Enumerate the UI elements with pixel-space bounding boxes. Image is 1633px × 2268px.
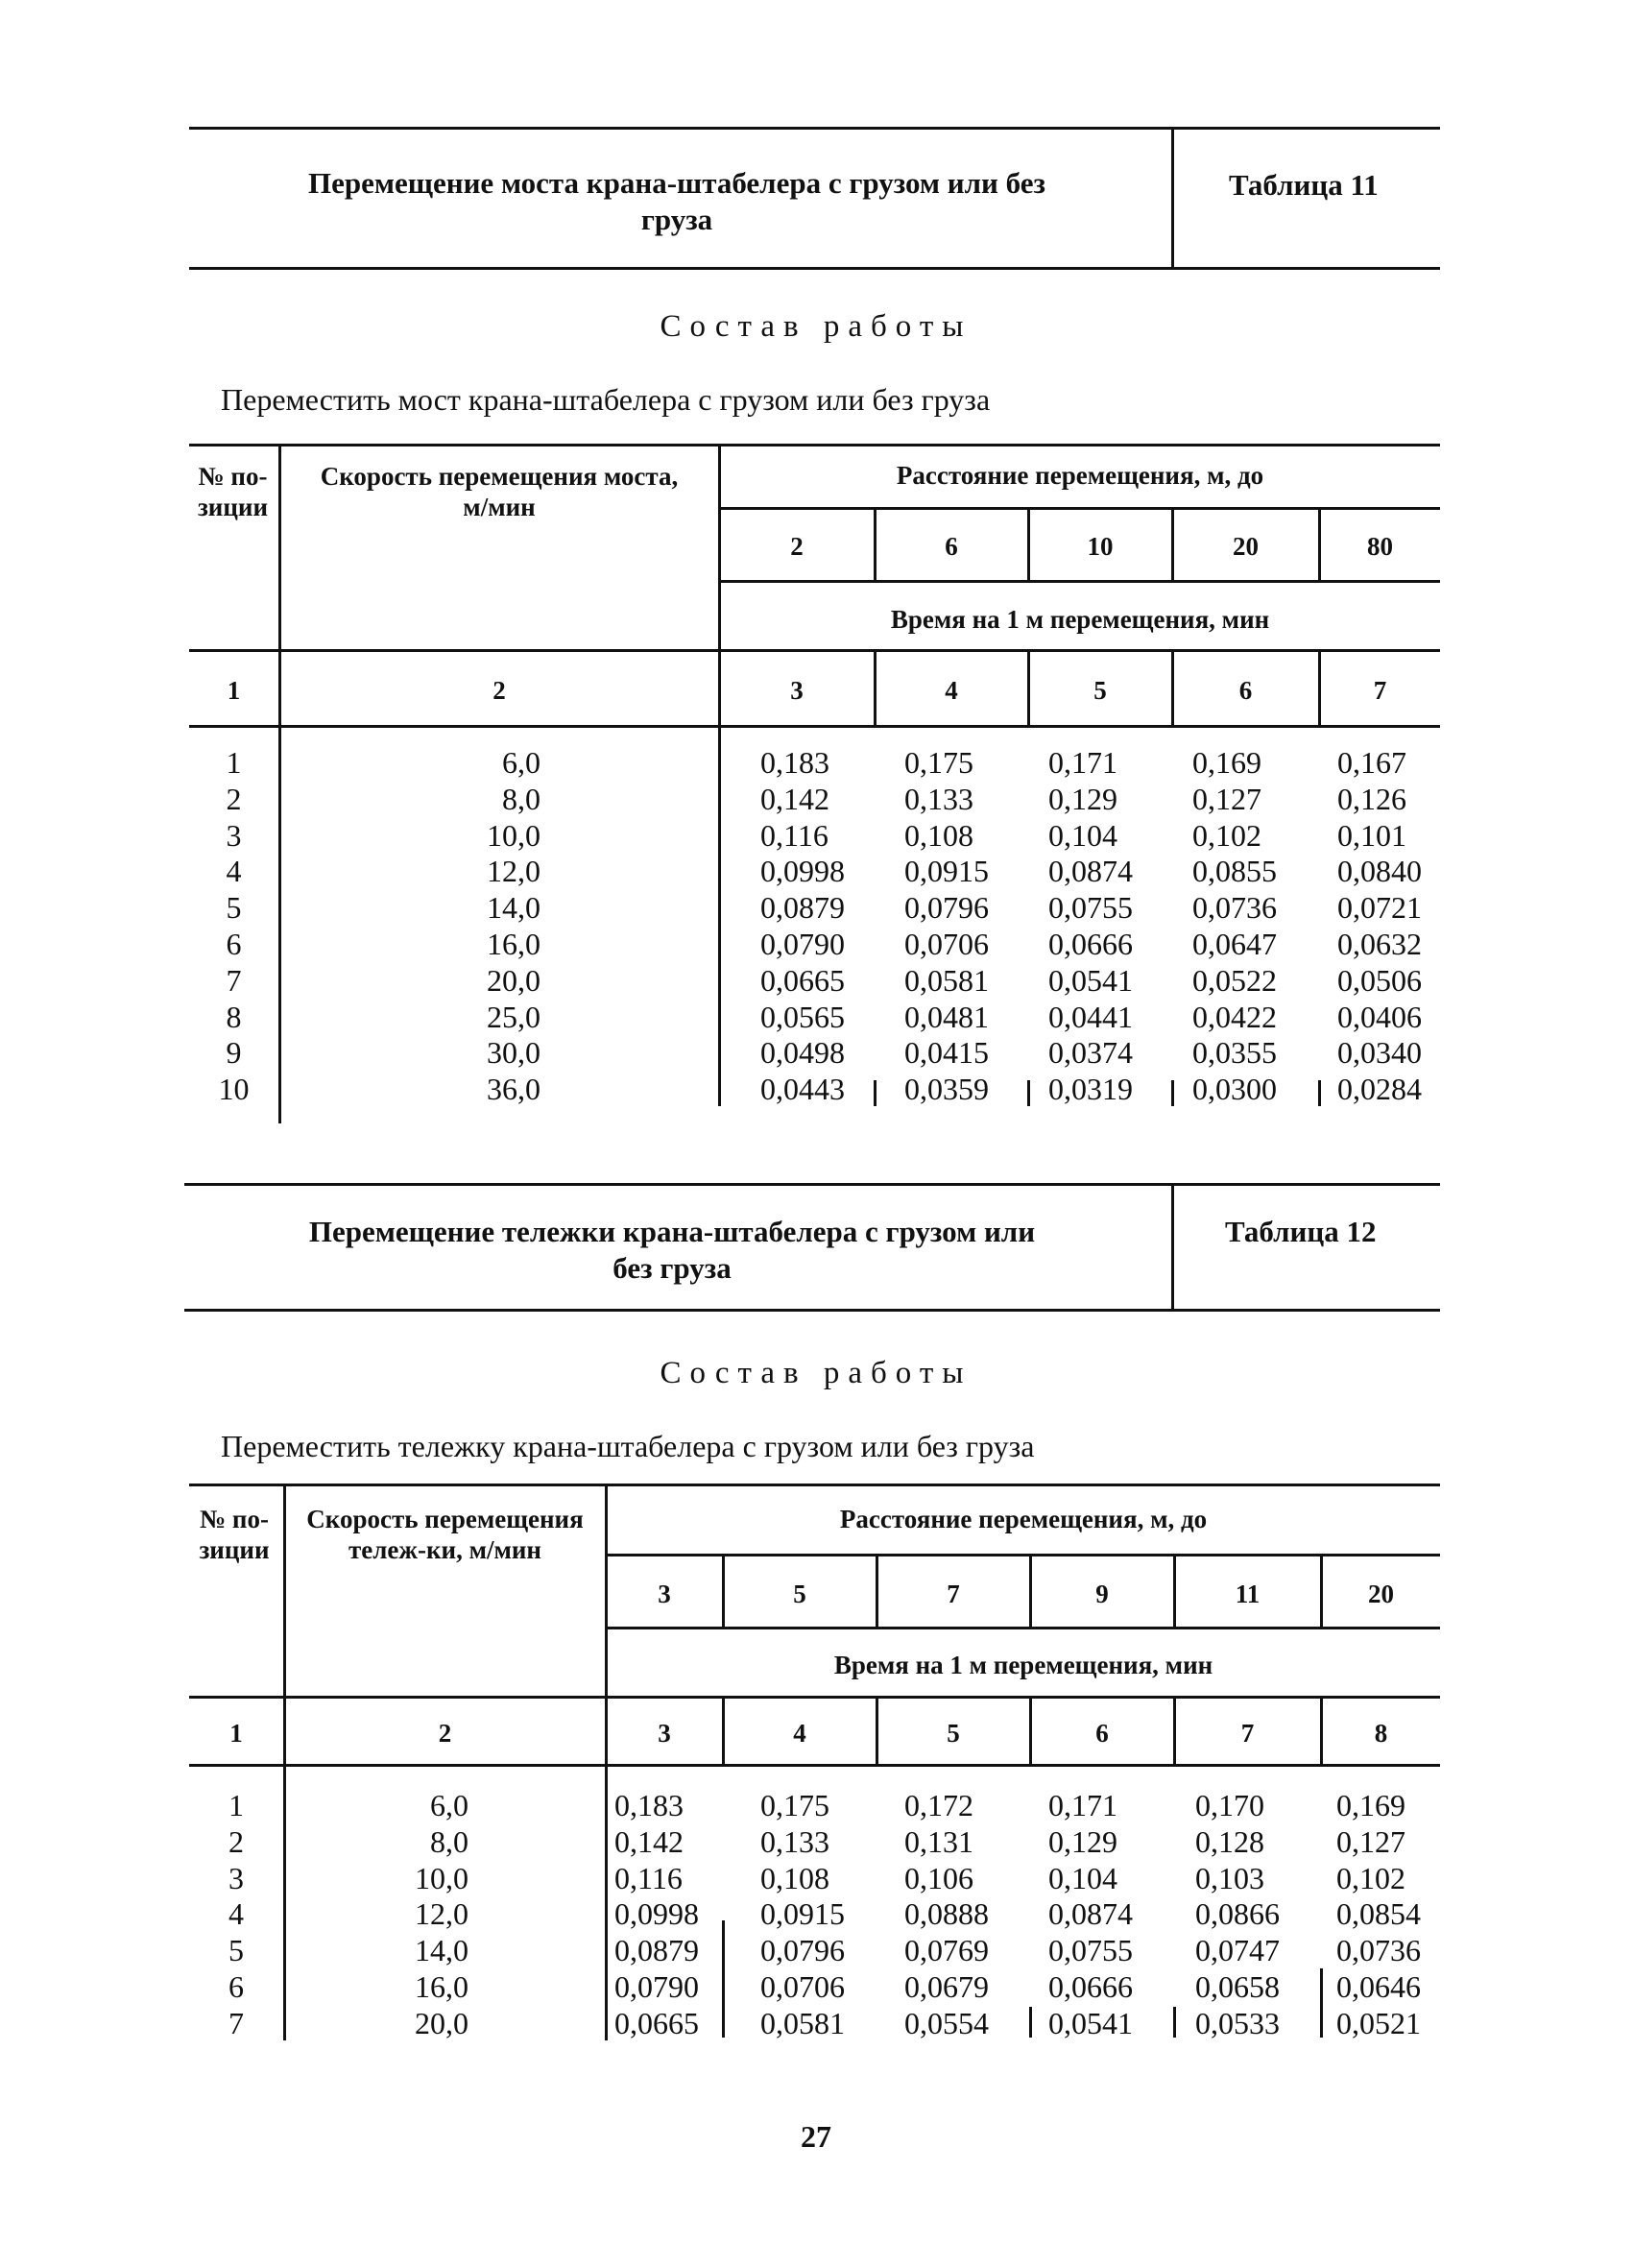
table11-distance-header: Расстояние перемещения, м, до [896,461,1264,490]
table11-distance: 6 [945,532,958,561]
table11-distance: 10 [1087,532,1114,561]
table12-column-number: 2 [438,1719,452,1748]
table12-title: Перемещение тележки крана-штабелера с грузом или без груза [308,1215,1036,1285]
table11-col-v2: 0,171 0,129 0,104 0,0874 0,0755 0,0666 0,0541 0,0441 0,0374 0,0319 [1048,745,1133,1107]
table11-col-pos: 1 2 3 4 5 6 7 8 9 10 [218,745,250,1107]
table12-col-pos-header: № по-зиции [199,1505,270,1564]
table11-section-heading: Состав работы [660,309,973,344]
table12-distance-header: Расстояние перемещения, м, до [839,1505,1208,1533]
table12-column-number: 1 [229,1719,243,1748]
table12-distance: 11 [1235,1580,1261,1608]
table11-distance: 80 [1367,532,1393,561]
page-number: 27 [801,2119,831,2154]
table11-time-header: Время на 1 м перемещения, мин [890,605,1270,634]
table12-distance: 5 [793,1580,806,1608]
table12-time-header: Время на 1 м перемещения, мин [833,1651,1213,1679]
table12-section-heading: Состав работы [660,1356,973,1390]
table11-col-pos-header: № по-зиции [197,462,269,521]
table12-column-number: 5 [947,1719,960,1748]
table11-col-speed: 6,0 8,0 10,0 12,0 14,0 16,0 20,0 25,0 30,0 36,0 [487,745,540,1107]
table12-distance: 20 [1368,1580,1394,1608]
table11-col-v4: 0,167 0,126 0,101 0,0840 0,0721 0,0632 0,0506 0,0406 0,0340 0,0284 [1337,745,1422,1107]
table12-distance: 9 [1095,1580,1109,1608]
table12-label: Таблица 12 [1225,1215,1377,1248]
table11-intro: Переместить мост крана-штабелера с грузом или без груза [221,382,991,417]
table11-column-number: 4 [945,676,958,705]
table11-distance: 20 [1233,532,1259,561]
table12-column-number: 3 [658,1719,671,1748]
table12-distance: 7 [947,1580,960,1608]
table11-column-number: 2 [492,676,506,705]
table12-column-number: 4 [793,1719,806,1748]
table12-col-speed: 6,0 8,0 10,0 12,0 14,0 16,0 20,0 [415,1788,468,2040]
table11-column-number: 5 [1093,676,1107,705]
table11-col-v1: 0,175 0,133 0,108 0,0915 0,0796 0,0706 0,0581 0,0481 0,0415 0,0359 [904,745,989,1107]
table11-distance: 2 [790,532,804,561]
table12-col-v4: 0,170 0,128 0,103 0,0866 0,0747 0,0658 0,0533 [1195,1788,1280,2040]
table12-distance: 3 [658,1580,671,1608]
table11-col-v3: 0,169 0,127 0,102 0,0855 0,0736 0,0647 0,0522 0,0422 0,0355 0,0300 [1192,745,1277,1107]
table11-label: Таблица 11 [1229,168,1379,202]
table12-col-v3: 0,171 0,129 0,104 0,0874 0,0755 0,0666 0,0541 [1048,1788,1133,2040]
table12-col-v0: 0,183 0,142 0,116 0,0998 0,0879 0,0790 0,0665 [614,1788,699,2040]
table12-column-number: 8 [1374,1719,1388,1748]
table12-intro: Переместить тележку крана-штабелера с грузом или без груза [221,1429,1035,1463]
table12-column-number: 7 [1240,1719,1255,1748]
table12-col-v2: 0,172 0,131 0,106 0,0888 0,0769 0,0679 0,0554 [904,1788,989,2040]
table11-column-number: 7 [1373,676,1387,705]
table11-column-number: 3 [790,676,804,705]
table11-col-speed-header: Скорость перемещения моста, м/мин [320,462,679,521]
table12-col-v5: 0,169 0,127 0,102 0,0854 0,0736 0,0646 0,0521 [1336,1788,1421,2040]
table11-column-number: 6 [1238,676,1253,705]
table12-col-pos: 1 2 3 4 5 6 7 [228,1788,244,2040]
table11-col-v0: 0,183 0,142 0,116 0,0998 0,0879 0,0790 0,0665 0,0565 0,0498 0,0443 [760,745,845,1107]
table11-title: Перемещение моста крана-штабелера с грузом или без груза [308,166,1045,236]
table12-column-number: 6 [1095,1719,1109,1748]
table12-col-v1: 0,175 0,133 0,108 0,0915 0,0796 0,0706 0,0581 [760,1788,845,2040]
table12-col-speed-header: Скорость перемещения тележ-ки, м/мин [306,1505,584,1564]
table11-column-number: 1 [227,676,241,705]
